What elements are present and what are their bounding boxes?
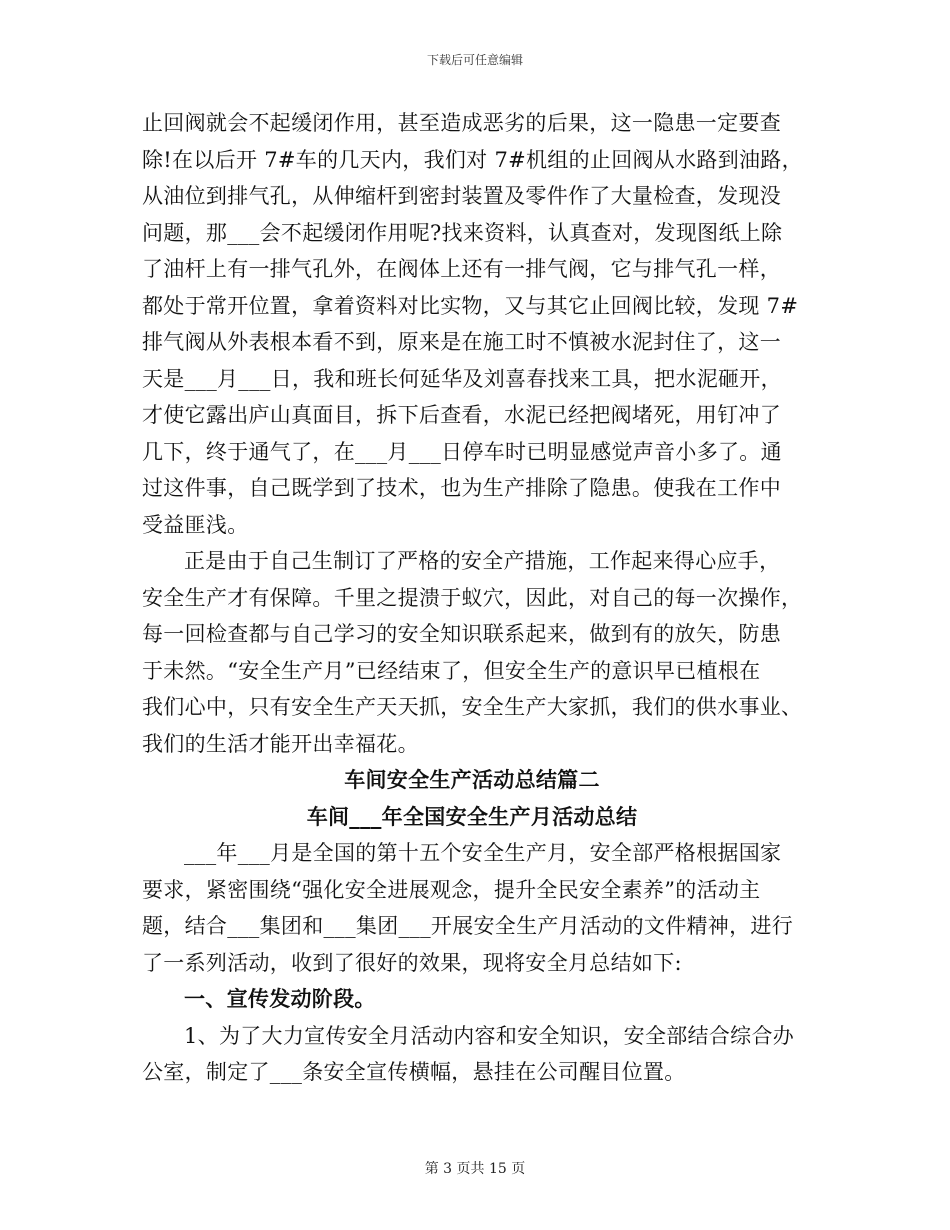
body-line: 安全生产才有保障。千里之提溃于蚁穴，因此，对自己的每一次操作，	[142, 585, 803, 610]
document-body	[142, 105, 802, 1091]
body-line: 每一回检查都与自己学习的安全知识联系起来，做到有的放矢，防患	[142, 622, 781, 646]
body-line: 了油杆上有一排气孔外，在阀体上还有一排气阀，它与排气孔一样，	[142, 257, 781, 281]
body-line: 除!在以后开 7#车的几天内，我们对 7#机组的止回阀从水路到油路，	[142, 147, 803, 172]
body-line: 几下，终于通气了，在___月___日停车时已明显感觉声音小多了。通	[142, 439, 782, 464]
body-line: 了一系列活动，收到了很好的效果，现将安全月总结如下:	[142, 950, 682, 975]
section-title: 车间安全生产活动总结篇二	[344, 767, 600, 792]
paragraph-first-line: ___年___月是全国的第十五个安全生产月，安全部严格根据国家	[184, 841, 782, 865]
body-line: 排气阀从外表根本看不到，原来是在施工时不慎被水泥封住了，这一	[142, 330, 781, 354]
body-line: 我们心中，只有安全生产天天抓，安全生产大家抓，我们的供水事业、	[142, 695, 803, 719]
page-number: 第 3 页共 15 页	[424, 1161, 526, 1177]
body-line: 受益匪浅。	[142, 512, 249, 537]
body-line: 公室，制定了___条安全宣传横幅，悬挂在公司醒目位置。	[142, 1060, 686, 1084]
paragraph-first-line: 正是由于自己生制订了严格的安全产措施，工作起来得心应手，	[184, 549, 781, 573]
body-line: 从油位到排气孔，从伸缩杆到密封装置及零件作了大量检查，发现没	[142, 184, 781, 208]
body-line: 过这件事，自己既学到了技术，也为生产排除了隐患。使我在工作中	[142, 476, 781, 500]
body-line: 问题，那___会不起缓闭作用呢?找来资料，认真查对，发现图纸上除	[142, 220, 783, 245]
body-line: 于未然。“安全生产月”已经结束了，但安全生产的意识早已植根在	[142, 658, 761, 683]
section-subtitle: 车间___年全国安全生产月活动总结	[306, 803, 638, 829]
body-line: 题，结合___集团和___集团___开展安全生产月活动的文件精神，进行	[142, 914, 793, 938]
subsection-heading: 一、宣传发动阶段。	[184, 986, 376, 1011]
body-line: 都处于常开位置，拿着资料对比实物，又与其它止回阀比较，发现 7#	[142, 293, 799, 318]
body-line: 我们的生活才能开出幸福花。	[142, 731, 419, 756]
body-line: 要求，紧密围绕“强化安全进展观念，提升全民安全素养”的活动主	[142, 877, 761, 902]
body-line: 天是___月___日，我和班长何延华及刘喜春找来工具，把水泥砸开，	[142, 366, 782, 391]
body-line: 才使它露出庐山真面目，拆下后查看，水泥已经把阀堵死，用钉冲了	[142, 403, 781, 427]
body-line: 止回阀就会不起缓闭作用，甚至造成恶劣的后果，这一隐患一定要查	[142, 111, 781, 135]
page-header: 下载后可任意编辑	[426, 53, 523, 67]
paragraph-first-line: 1、为了大力宣传安全月活动内容和安全知识，安全部结合综合办	[184, 1023, 795, 1048]
